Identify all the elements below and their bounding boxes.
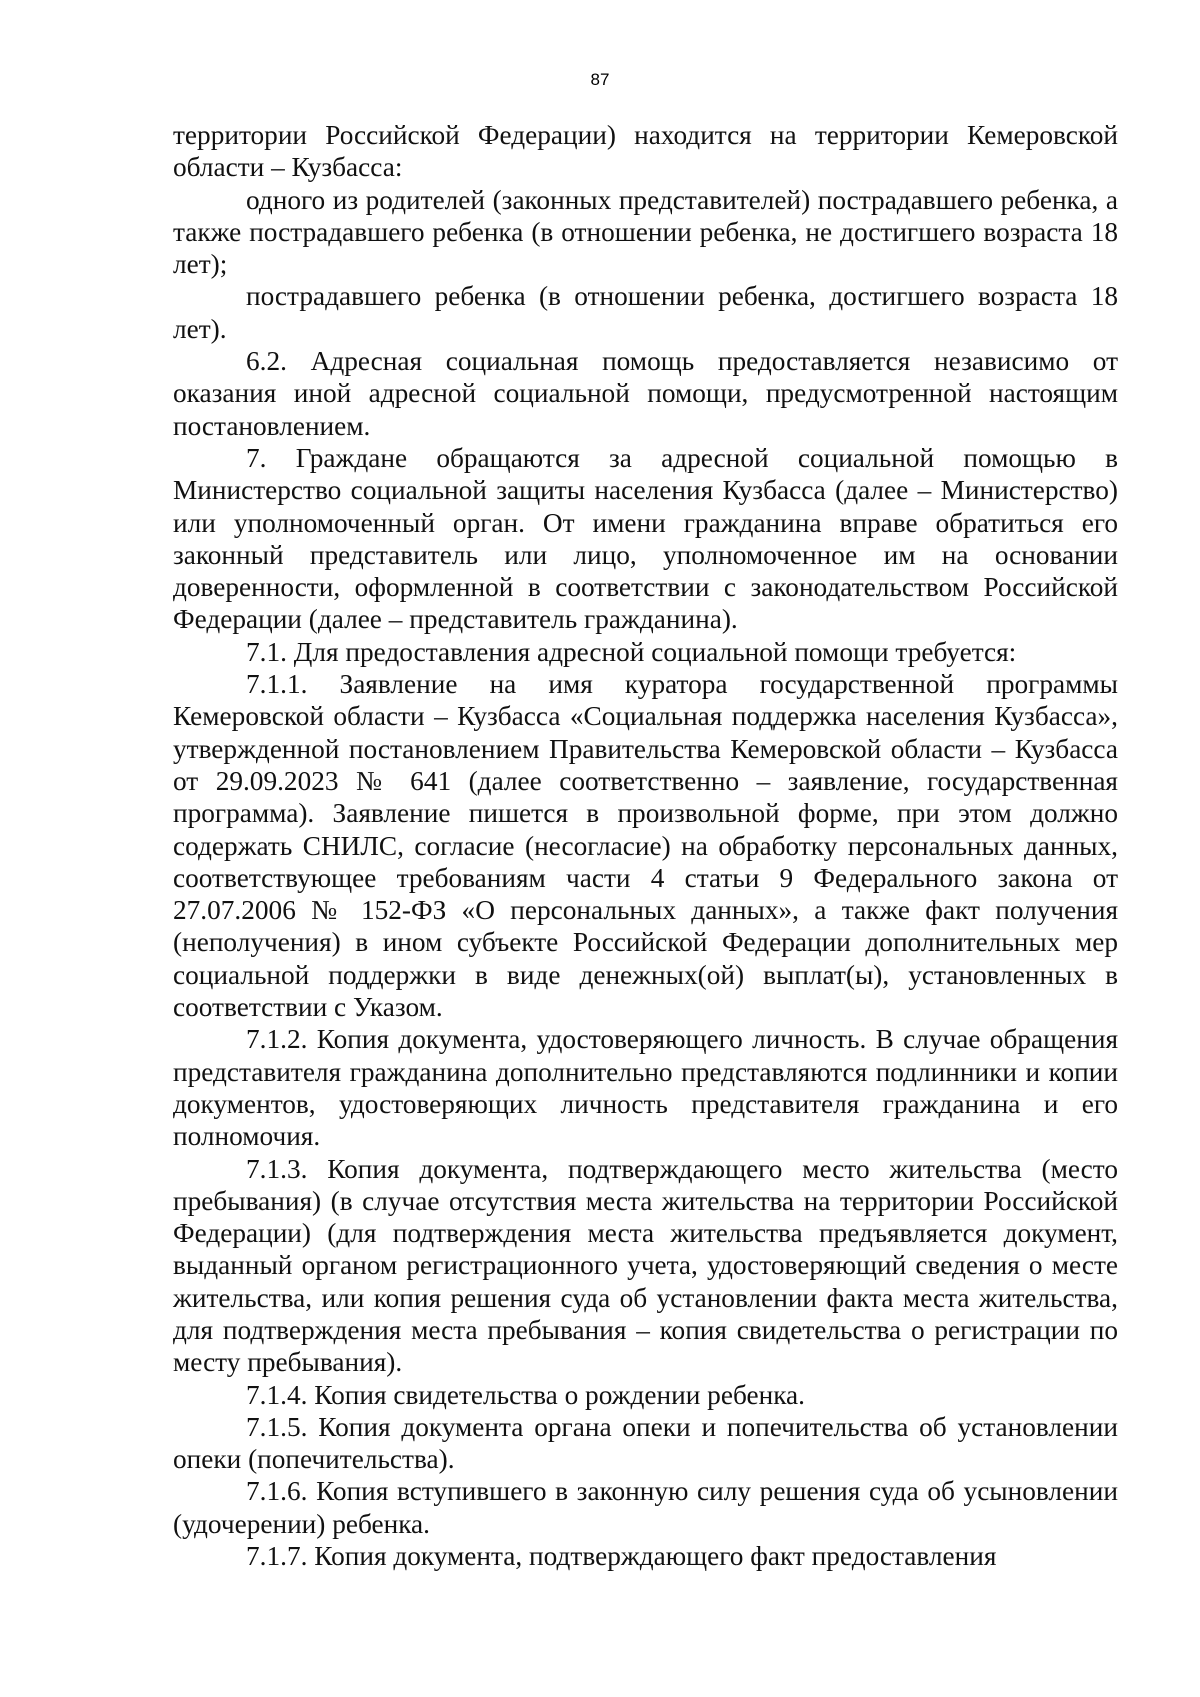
paragraph-7-1-5: 7.1.5. Копия документа органа опеки и попечительства об установлении опеки (попечительства). (173, 1411, 1118, 1475)
paragraph-7-1: 7.1. Для предоставления адресной социальной помощи требуется: (246, 636, 1017, 667)
paragraph-7: 7. Граждане обращаются за адресной социальной помощью в Министерство социальной защиты населения Кузбасса (далее – Министерство) или уполномоченный орган. От имени гражданина вправе обратиться его законный представитель или лицо, уполномоченное им на основании доверенности, оформленной в соответствии с законодательством Российской Федерации (далее – представитель гражданина). (173, 442, 1118, 635)
paragraph-7-1-4: 7.1.4. Копия свидетельства о рождении ребенка. (246, 1379, 805, 1410)
document-body (173, 119, 1118, 1572)
page-number: 87 (590, 70, 610, 89)
paragraph-child-adult: пострадавшего ребенка (в отношении ребенка, достигшего возраста 18 лет). (173, 281, 1118, 344)
paragraph-continuation: территории Российской Федерации) находится на территории Кемеровской области – Кузбасса: (173, 120, 1118, 183)
paragraph-7-1-7: 7.1.7. Копия документа, подтверждающего факт предоставления (246, 1541, 997, 1572)
paragraph-7-1-1: 7.1.1. Заявление на имя куратора государственной программы Кемеровской области – Кузбасса «Социальная поддержка населения Кузбасса», утвержденной постановлением Правительства Кемеровской области – Кузбасса от 29.09.2023 № 641 (далее соответственно – заявление, государственная программа). Заявление пишется в произвольной форме, при этом должно содержать СНИЛС, согласие (несогласие) на обработку персональных данных, соответствующее требованиям части 4 статьи 9 Федерального закона от 27.07.2006 № 152-ФЗ «О персональных данных», а также факт получения (неполучения) в ином субъекте Российской Федерации дополнительных мер социальной поддержки в виде денежных(ой) выплат(ы), установленных в соответствии с Указом. (173, 669, 1118, 1023)
paragraph-7-1-6: 7.1.6. Копия вступившего в законную силу решения суда об усыновлении (удочерении) ребенка. (173, 1476, 1118, 1539)
paragraph-6-2: 6.2. Адресная социальная помощь предоставляется независимо от оказания иной адресной социальной помощи, предусмотренной настоящим постановлением. (173, 346, 1118, 441)
paragraph-7-1-2: 7.1.2. Копия документа, удостоверяющего личность. В случае обращения представителя гражданина дополнительно представляются подлинники и копии документов, удостоверяющих личность представителя гражданина и его полномочия. (173, 1024, 1118, 1152)
paragraph-parent-child: одного из родителей (законных представителей) пострадавшего ребенка, а также пострадавшего ребенка (в отношении ребенка, не достигшего возраста 18 лет); (173, 184, 1118, 280)
paragraph-7-1-3: 7.1.3. Копия документа, подтверждающего место жительства (место пребывания) (в случае отсутствия места жительства на территории Российской Федерации) (для подтверждения места жительства предъявляется документ, выданный органом регистрационного учета, удостоверяющий сведения о месте жительства, или копия решения суда об установлении факта места жительства, для подтверждения места пребывания – копия свидетельства о регистрации по месту пребывания). (173, 1153, 1118, 1378)
